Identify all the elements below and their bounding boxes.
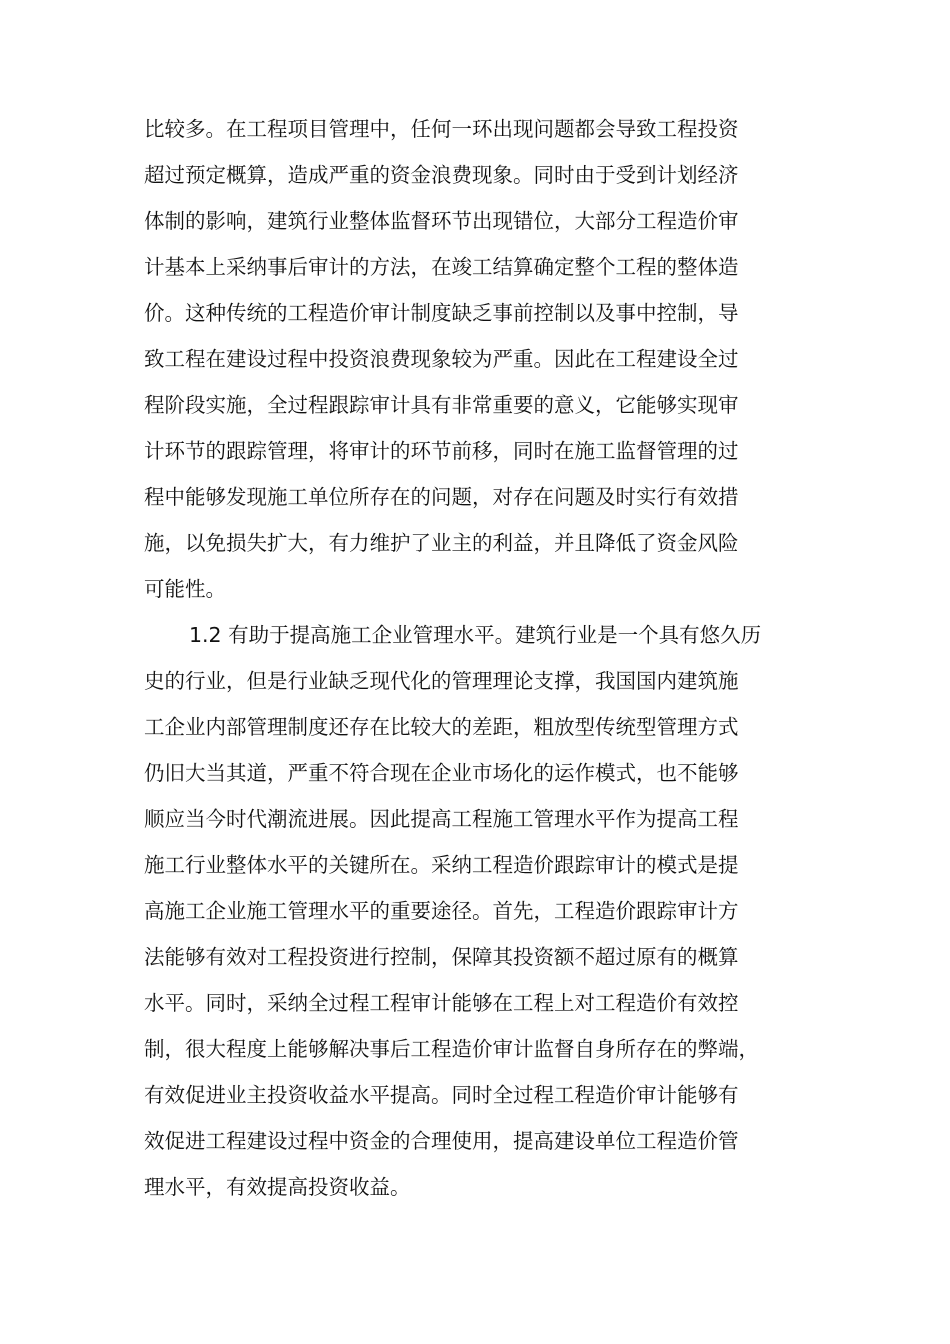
text-line: 制，很大程度上能够解决事后工程造价审计监督自身所存在的弊端， (144, 1037, 759, 1061)
text-line: 超过预定概算，造成严重的资金浪费现象。同时由于受到计划经济 (144, 163, 739, 187)
text-line: 效促进工程建设过程中资金的合理使用，提高建设单位工程造价管 (144, 1129, 739, 1153)
text-line: 仍旧大当其道，严重不符合现在企业市场化的运作模式，也不能够 (144, 761, 739, 785)
text-line: 高施工企业施工管理水平的重要途径。首先，工程造价跟踪审计方 (144, 899, 739, 923)
text-line: 施，以免损失扩大，有力维护了业主的利益，并且降低了资金风险 (144, 531, 739, 555)
text-line: 计环节的跟踪管理，将审计的环节前移，同时在施工监督管理的过 (144, 439, 739, 463)
text-line: 工企业内部管理制度还存在比较大的差距，粗放型传统型管理方式 (144, 715, 739, 739)
text-line: 有效促进业主投资收益水平提高。同时全过程工程造价审计能够有 (144, 1083, 739, 1107)
text-line: 法能够有效对工程投资进行控制，保障其投资额不超过原有的概算 (144, 945, 739, 969)
text-line: 1.2 有助于提高施工企业管理水平。建筑行业是一个具有悠久历 (189, 623, 762, 647)
text-line: 水平。同时，采纳全过程工程审计能够在工程上对工程造价有效控 (144, 991, 739, 1015)
text-line: 价。这种传统的工程造价审计制度缺乏事前控制以及事中控制，导 (144, 301, 739, 325)
text-line: 顺应当今时代潮流进展。因此提高工程施工管理水平作为提高工程 (144, 807, 739, 831)
text-line: 程阶段实施，全过程跟踪审计具有非常重要的意义，它能够实现审 (144, 393, 739, 417)
text-line: 理水平，有效提高投资收益。 (144, 1175, 411, 1199)
text-line: 程中能够发现施工单位所存在的问题，对存在问题及时实行有效措 (144, 485, 739, 509)
text-line: 可能性。 (144, 577, 226, 601)
text-line: 计基本上采纳事后审计的方法，在竣工结算确定整个工程的整体造 (144, 255, 739, 279)
text-line: 施工行业整体水平的关键所在。采纳工程造价跟踪审计的模式是提 (144, 853, 739, 877)
text-line: 比较多。在工程项目管理中，任何一环出现问题都会导致工程投资 (144, 117, 739, 141)
text-line: 体制的影响，建筑行业整体监督环节出现错位，大部分工程造价审 (144, 209, 739, 233)
text-line: 史的行业，但是行业缺乏现代化的管理理论支撑，我国国内建筑施 (144, 669, 739, 693)
text-line: 致工程在建设过程中投资浪费现象较为严重。因此在工程建设全过 (144, 347, 739, 371)
